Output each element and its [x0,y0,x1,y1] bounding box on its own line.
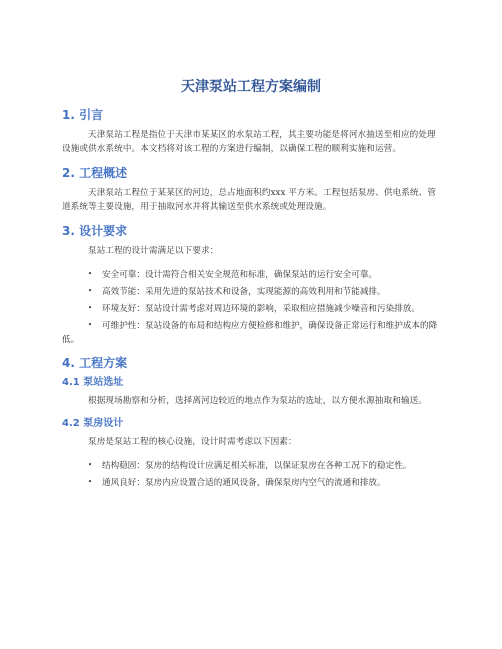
section-paragraph: 天津泵站工程位于某某区的河边，总占地面积约xxx 平方米。工程包括泵房、供电系统、管道系统等主要设施，用于抽取河水并将其输送至供水系统或处理设施。 [62,188,437,212]
list-item-text: 环境友好：泵站设计需考虑对周边环境的影响，采取相应措施减少噪音和污染排放。 [102,304,420,314]
list-item-text: 通风良好：泵房内应设置合适的通风设备，确保泵房内空气的流通和排放。 [102,478,386,488]
section-heading: 2. 工程概述 [62,166,128,180]
bullet-icon: • [88,270,93,278]
list-item [62,318,440,347]
list-item [62,475,440,490]
pump-house-factors-list [62,458,440,490]
section-overview [62,165,440,214]
section-paragraph: 天津泵站工程是指位于天津市某某区的水泵站工程，其主要功能是将河水抽送至相应的处理设施或供水系统中。本文档将对该工程的方案进行编制，以确保工程的顺利实施和运营。 [62,130,436,154]
list-item [62,267,440,282]
section-design-requirements [62,223,440,347]
section-heading: 3. 设计要求 [62,224,128,238]
bullet-icon: • [88,321,93,329]
bullet-icon: • [88,478,93,486]
list-item [62,301,440,316]
section-heading: 1. 引言 [62,108,104,122]
bullet-icon: • [88,461,93,469]
section-introduction [62,107,440,156]
requirements-list [62,267,440,347]
section-heading: 4. 工程方案 [62,356,128,370]
list-item-text: 可维护性：泵站设备的布局和结构应方便检修和维护，确保设备正常运行和维护成本的降低。 [62,321,438,345]
subsection-heading: 4.1 泵站选址 [62,377,124,388]
subsection-paragraph: 根据现场勘察和分析，选择离河边较近的地点作为泵站的选址，以方便水源抽取和输送。 [88,396,428,406]
list-item-text: 安全可靠：设计需符合相关安全规范和标准，确保泵站的运行安全可靠。 [102,270,378,280]
bullet-icon: • [88,287,93,295]
subsection-paragraph: 泵房是泵站工程的核心设施，设计时需考虑以下因素： [88,437,297,447]
bullet-icon: • [88,304,93,312]
document-title: 天津泵站工程方案编制 [181,79,321,95]
list-item [62,284,440,299]
subsection-heading: 4.2 泵房设计 [62,418,124,429]
section-engineering-plan [62,355,440,490]
section-paragraph: 泵站工程的设计需满足以下要求： [88,246,219,256]
list-item-text: 高效节能：采用先进的泵站技术和设备，实现能源的高效利用和节能减排。 [102,287,386,297]
list-item-text: 结构稳固：泵房的结构设计应满足相关标准，以保证泵房在各种工况下的稳定性。 [102,461,412,471]
list-item [62,458,440,473]
